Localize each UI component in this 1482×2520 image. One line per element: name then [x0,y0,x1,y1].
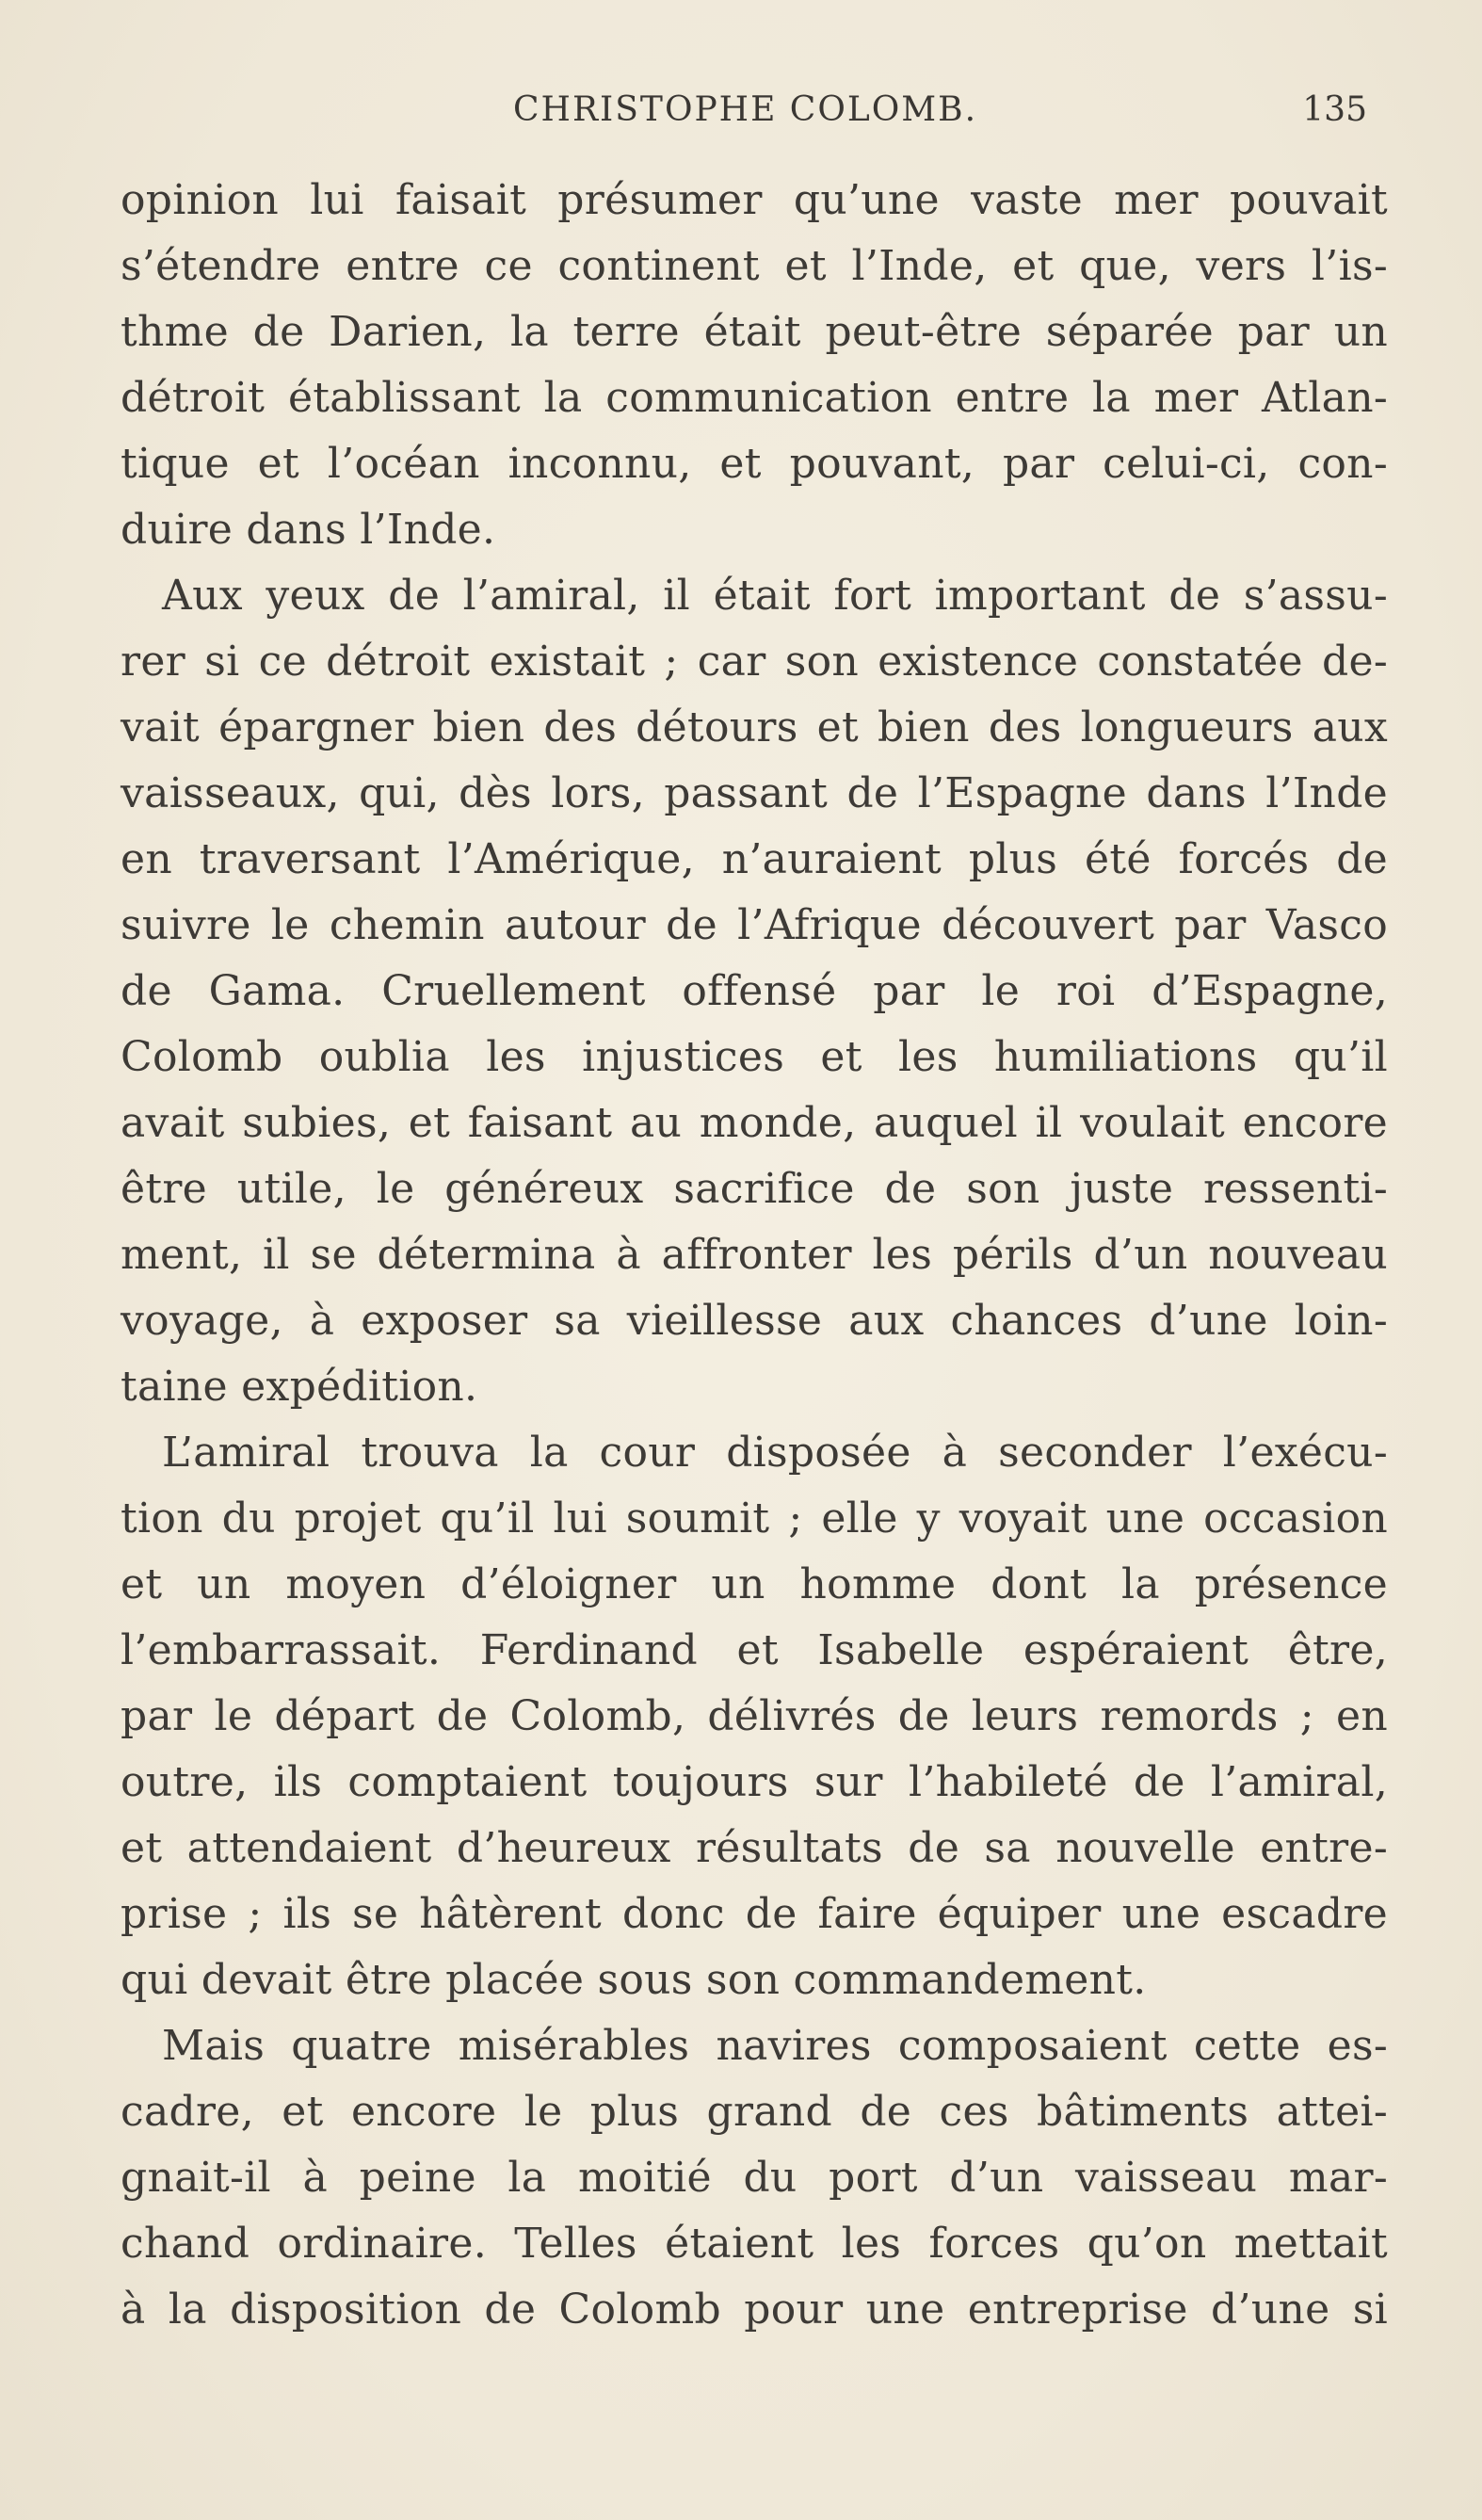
text-line: tion du projet qu’il lui soumit ; elle y voyait une occasion [121,1494,1388,1543]
text-line: détroit établissant la communication entre la mer Atlan- [121,374,1388,422]
text-line: ment, il se détermina à affronter les périls d’un nouveau [121,1231,1388,1279]
text-line: être utile, le généreux sacrifice de son juste ressenti- [121,1165,1388,1213]
text-line: rer si ce détroit existait ; car son existence constatée de- [121,638,1388,686]
text-line: par le départ de Colomb, délivrés de leurs remords ; en [121,1692,1388,1740]
text-line: gnait-il à peine la moitié du port d’un vaisseau mar- [121,2154,1388,2202]
text-line: avait subies, et faisant au monde, auquel il voulait encore [121,1099,1388,1147]
text-line: taine expédition. [121,1363,478,1411]
text-line: en traversant l’Amérique, n’auraient plus été forcés de [121,835,1388,883]
text-line: qui devait être placée sous son commandement. [121,1956,1147,2004]
text-line: outre, ils comptaient toujours sur l’habileté de l’amiral, [121,1758,1388,1806]
text-line: Mais quatre misérables navires composaient cette es- [162,2022,1388,2070]
text-line: à la disposition de Colomb pour une entreprise d’une si [121,2286,1388,2334]
body-text [121,168,1388,2343]
text-line: duire dans l’Inde. [121,506,496,554]
text-line: Aux yeux de l’amiral, il était fort important de s’assu- [162,572,1388,620]
text-line: L’amiral trouva la cour disposée à seconder l’exécu- [162,1429,1388,1477]
text-line: chand ordinaire. Telles étaient les forces qu’on mettait [121,2220,1388,2268]
text-line: et attendaient d’heureux résultats de sa nouvelle entre- [121,1824,1388,1872]
text-line: vaisseaux, qui, dès lors, passant de l’Espagne dans l’Inde [121,769,1388,817]
text-line: de Gama. Cruellement offensé par le roi d’Espagne, [121,967,1388,1015]
text-line: vait épargner bien des détours et bien des longueurs aux [121,703,1388,751]
text-line: Colomb oublia les injustices et les humiliations qu’il [121,1033,1388,1081]
text-line: opinion lui faisait présumer qu’une vaste mer pouvait [121,176,1388,224]
running-head-title: CHRISTOPHE COLOMB. [513,90,978,129]
text-line: tique et l’océan inconnu, et pouvant, par celui-ci, con- [121,440,1388,488]
text-line: thme de Darien, la terre était peut-être séparée par un [121,308,1388,356]
text-line: voyage, à exposer sa vieillesse aux chances d’une loin- [121,1297,1388,1345]
page-number: 135 [1302,90,1367,129]
text-line: suivre le chemin autour de l’Afrique découvert par Vasco [121,901,1388,949]
text-line: et un moyen d’éloigner un homme dont la présence [121,1560,1388,1608]
text-line: l’embarrassait. Ferdinand et Isabelle espéraient être, [121,1626,1388,1674]
running-head [0,90,1482,147]
text-line: s’étendre entre ce continent et l’Inde, et que, vers l’is- [121,242,1388,290]
text-line: cadre, et encore le plus grand de ces bâtiments attei- [121,2088,1388,2136]
text-line: prise ; ils se hâtèrent donc de faire équiper une escadre [121,1890,1388,1938]
